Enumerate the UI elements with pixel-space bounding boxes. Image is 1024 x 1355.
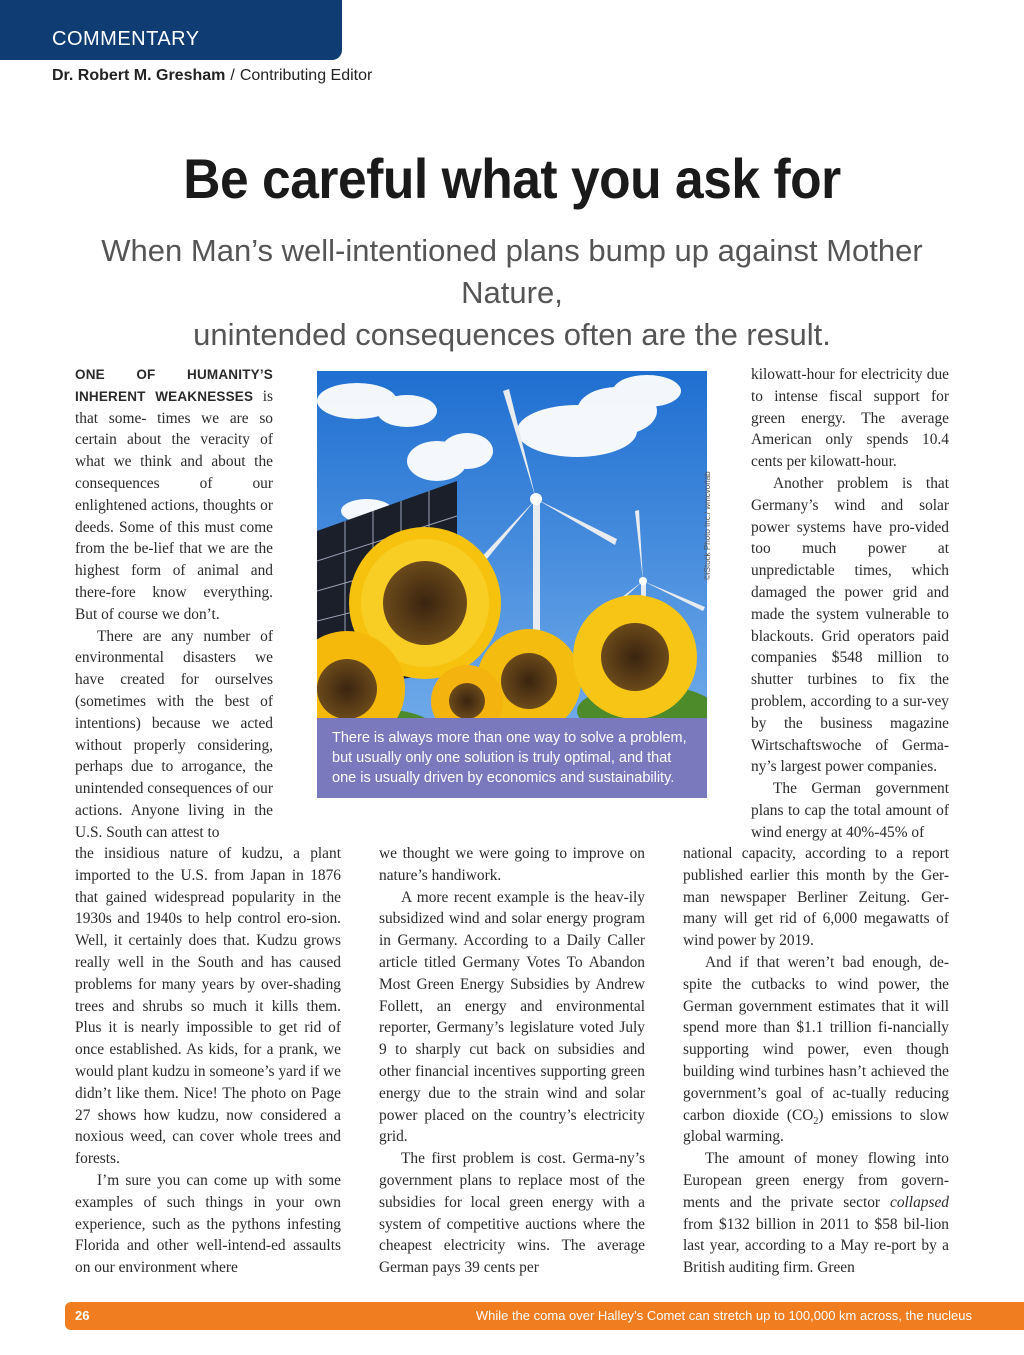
text-line: kudzu, now considered a noxious weed, [75, 1106, 341, 1146]
text-line: for green energy. The average [751, 387, 949, 427]
text-line: incentives supporting green energy [379, 1062, 645, 1102]
text-line: a Daily Caller article titled Germany [379, 932, 645, 971]
text-line: the veracity of what we think [75, 431, 273, 471]
deck-line-2: unintended consequences often are the result. [193, 317, 831, 352]
text-line: due to the strain wind and solar power [379, 1084, 645, 1124]
text-line: of the subsidies for local green energy [379, 1171, 645, 1211]
text-line: lief that we are the highest [75, 540, 273, 580]
text-line: emissions to slow global warming. [683, 1106, 949, 1146]
text-line: environmental disasters we [75, 649, 273, 667]
section-label: COMMENTARY [52, 28, 200, 50]
footer-bar [65, 1302, 1024, 1330]
deck-line-1: When Man’s well-intentioned plans bump up against Mother Nature, [101, 233, 923, 310]
text-line: plans to cap the total amount [751, 801, 932, 819]
text-line: this must come from the be- [75, 518, 273, 558]
text-line: There are any number of [97, 627, 273, 645]
text-line: to shutter turbines to fix the [751, 649, 949, 689]
deck [60, 230, 964, 356]
text-line: vey by the business magazine [751, 692, 949, 732]
paragraph [379, 887, 645, 1149]
text-line: perhaps due to arrogance, the [75, 758, 273, 776]
text-line: on nature’s handiwork. [379, 845, 645, 884]
text-line: thoughts or deeds. Some of [75, 496, 273, 536]
text-line: is that some- [75, 387, 273, 427]
text-line: vided too much power at [751, 518, 949, 558]
text-line: due to intense fiscal support [751, 366, 949, 405]
text-line: course we don’t. [117, 605, 220, 623]
paragraph [683, 843, 949, 952]
text-line: Subsidies by Andrew Follett, an energy [379, 975, 645, 1015]
text-line: grows really well in the South and has [75, 932, 341, 971]
text-line: can cover whole trees and forests. [75, 1128, 341, 1168]
text-line: The German government [773, 780, 949, 798]
text-line: Nice! The photo on Page 27 shows how [75, 1084, 341, 1124]
column-1 [75, 364, 273, 844]
text-line: ments and the private sector [683, 1193, 881, 1211]
text-line: to blackouts. Grid operators [751, 605, 949, 645]
text-line: imported to the U.S. from Japan in 1876 [75, 866, 341, 884]
text-line: 1930s and 1940s to help control ero- [75, 910, 312, 928]
text-line: I’m sure you can come up with [97, 1171, 303, 1189]
emphasis-collapsed: collapsed [890, 1193, 949, 1211]
text-line: caused problems for many years by [75, 953, 341, 993]
text-line: placed on the country’s electricity grid. [379, 1106, 645, 1146]
text-line: though building wind turbines hasn’t [683, 1041, 949, 1080]
text-line: A more recent example is the heav- [401, 888, 629, 906]
text-line: damaged the power grid and [751, 583, 949, 601]
text-line: made the system vulnerable [751, 605, 931, 623]
text-line: fore know everything. But of [75, 583, 273, 623]
section-tab [0, 0, 342, 60]
text-line: legislature voted July 9 to sharply cut [379, 1019, 645, 1059]
text-line: someone’s yard if we didn’t like them. [75, 1062, 341, 1102]
text-line: paid companies $548 million [751, 627, 949, 667]
text-line: spite the cutbacks to wind power, the [683, 975, 949, 993]
paragraph [751, 473, 949, 778]
text-line: our actions. Anyone living in [75, 780, 273, 819]
text-line: kilowatt-hour for electricity [751, 366, 923, 383]
paragraph [751, 778, 949, 843]
text-line: program in Germany. According to [379, 910, 645, 950]
text-line: we thought we were going to improve [379, 845, 624, 862]
photo-credit: ©iStock Photo Inc./ wmcvorlab [703, 471, 712, 580]
byline [52, 67, 372, 85]
text-line: The average German pays 39 cents per [379, 1237, 646, 1277]
column-3-lower [683, 843, 949, 1279]
author-name: Dr. Robert M. Gresham [52, 67, 226, 84]
photo-caption: There is always more than one way to solve a problem, but usually only one solution is truly optimal, and that one is usually driven by economics and sustainability. [317, 718, 707, 798]
text-line: back on subsidies and other financial [379, 1041, 645, 1080]
text-line: the U.S. South can attest to [75, 801, 273, 841]
paragraph [75, 1170, 341, 1279]
column-3 [751, 364, 949, 844]
text-line: over-shading trees and shrubs so much [75, 975, 341, 1015]
text-line: (sometimes with the best of [75, 692, 273, 710]
text-line: infesting Florida and other well-intend- [75, 1215, 341, 1255]
text-line: ed assaults on our environment where [75, 1237, 341, 1277]
text-line: ny’s largest power companies. [751, 758, 938, 776]
text-line: have created for ourselves [75, 671, 273, 689]
text-line: of wind energy at 40%-45% of [751, 801, 949, 841]
text-line: lion last year, according to a May re- [683, 1215, 949, 1255]
paragraph [751, 364, 949, 473]
text-line: own experience, such as the pythons [75, 1193, 341, 1233]
text-line: The first problem is cost. Germa- [401, 1150, 620, 1168]
text-line: Votes To Abandon Most Green Energy [379, 953, 645, 993]
text-line: from $132 billion in 2011 to $58 bil- [683, 1215, 926, 1233]
text-line: cents per kilowatt-hour. [751, 453, 897, 471]
text-line: that gained widespread popularity in the [75, 888, 341, 906]
text-line: intentions) because we acted [75, 714, 273, 732]
column-2 [379, 843, 645, 1279]
text-line: Wirtschaftswoche of Germa- [751, 736, 949, 754]
text-line: Another problem is that [773, 474, 949, 492]
co2-close-paren: ) [818, 1106, 824, 1124]
paragraph [683, 1148, 949, 1279]
text-line: without properly considering, [75, 736, 273, 754]
text-line: the insidious nature of kudzu, a plant [75, 845, 341, 862]
text-line: published earlier this month by the Ger- [683, 866, 949, 884]
text-line: problem, according to a sur- [751, 692, 927, 710]
paragraph [683, 952, 949, 1148]
paragraph [379, 843, 645, 887]
text-line: for a prank, we would plant kudzu in [75, 1041, 341, 1080]
text-line: will spend more than $1.1 trillion fi- [683, 997, 949, 1037]
lead-in: ONE OF HUMANITY’S INHERENT WEAKNESSES [75, 367, 273, 404]
text-line: nancially supporting wind power, even [683, 1019, 949, 1059]
text-line: and about the consequences [75, 453, 273, 492]
text-line: national capacity, according to a report [683, 845, 949, 862]
text-line: ily subsidized wind and solar energy [379, 888, 645, 928]
text-line: European green energy from govern- [683, 1171, 949, 1189]
paragraph [75, 626, 273, 844]
text-line: The amount of money flowing into [705, 1150, 949, 1168]
text-line: to get rid of once established. As kids, [75, 1019, 341, 1059]
footer-teaser: While the coma over Halley’s Comet can stretch up to 100,000 km across, the nucleus [475, 1308, 972, 1323]
column-1-lower [75, 843, 341, 1279]
text-line: ny’s government plans to replace most [379, 1150, 645, 1189]
text-line: and environmental reporter, Germany’s [379, 997, 645, 1037]
paragraph [75, 843, 341, 1170]
text-line: where the cheapest electricity wins. [379, 1215, 645, 1255]
author-title: Contributing Editor [239, 67, 373, 84]
text-line: Germany’s wind and solar [751, 496, 949, 514]
text-line: And if that weren’t bad enough, de- [705, 953, 949, 971]
text-line: times we are so certain about [75, 409, 273, 449]
text-line: form of animal and there- [75, 562, 273, 601]
text-line: port by a British auditing firm. Green [683, 1237, 949, 1277]
paragraph [75, 364, 273, 626]
text-line: wind power by 2019. [683, 932, 814, 950]
text-line: many will get rid of 6,000 megawatts of [683, 910, 949, 928]
text-line: man newspaper Berliner Zeitung. Ger- [683, 888, 949, 906]
text-line: unpredictable times, which [751, 562, 949, 580]
text-line: American only spends 10.4 [751, 431, 949, 449]
text-line: unintended consequences of [75, 780, 249, 798]
headline: Be careful what you ask for [183, 147, 841, 210]
text-line: sion. Well, it certainly does that. Kudzu [75, 910, 341, 950]
co2-subscript: 2 [813, 1115, 819, 1127]
text-line: it kills them. Plus it is nearly impossible [75, 997, 341, 1037]
text-line: tually reducing carbon dioxide (CO [683, 1084, 949, 1124]
text-line: achieved the government’s goal of ac- [683, 1062, 949, 1102]
paragraph [379, 1148, 645, 1279]
page-number: 26 [75, 1308, 90, 1323]
byline-separator: / [230, 67, 235, 84]
text-line: with a system of competitive auctions [379, 1193, 645, 1233]
text-line: power systems have pro- [751, 518, 915, 536]
text-line: of our enlightened actions, [75, 474, 273, 514]
text-line: some examples of such things in your [75, 1171, 341, 1211]
text-line: German government estimates that it [683, 997, 920, 1015]
